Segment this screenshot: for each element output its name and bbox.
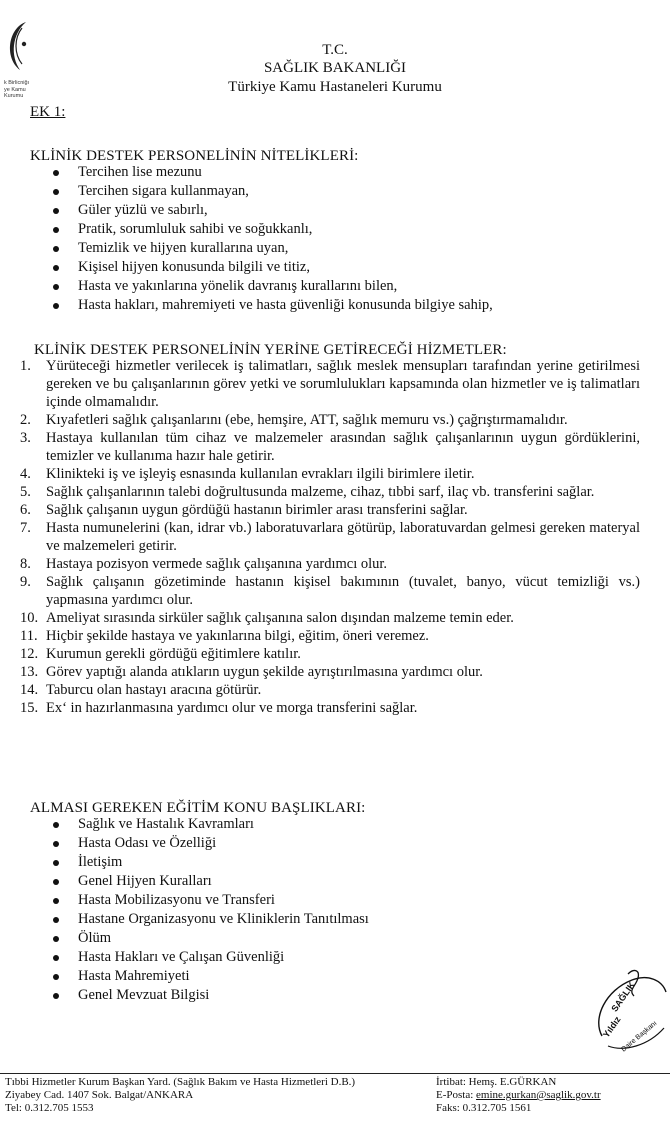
bullet-icon xyxy=(53,879,59,885)
services-list xyxy=(20,357,640,717)
training-list xyxy=(78,815,369,1005)
list-item-text: Hastaya pozisyon vermede sağlık çalışanına yardımcı olur. xyxy=(46,556,388,572)
list-item xyxy=(20,483,640,501)
list-item-text: Klinikteki iş ve işleyiş esnasında kullanılan evrakları ilgili birimlere iletir. xyxy=(46,466,475,482)
item-number: 5. xyxy=(20,484,31,500)
footer-line: Tıbbi Hizmetler Kurum Başkan Yard. (Sağlık Bakım ve Hasta Hizmetleri D.B.) xyxy=(5,1076,356,1088)
qualifications-title: KLİNİK DESTEK PERSONELİNİN NİTELİKLERİ: xyxy=(30,148,359,164)
footer-line: Tel: 0.312.705 1553 xyxy=(5,1102,94,1114)
logo-caption xyxy=(4,80,29,100)
list-item xyxy=(78,986,369,1005)
list-item-text: Hastaya kullanılan tüm cihaz ve malzemeler arasından sağlık çalışanlarının uygun gördüklerini, temizler ve kullanıma hazır hale getirir. xyxy=(46,430,640,464)
stamp-line: Daire Başkanı xyxy=(620,1019,659,1054)
header-tc: T.C. xyxy=(322,42,348,58)
list-item xyxy=(78,277,493,296)
footer-email-label: E-Posta: xyxy=(436,1089,477,1101)
ministry-logo xyxy=(0,18,60,98)
list-item xyxy=(78,220,493,239)
list-item xyxy=(20,501,640,519)
item-number: 6. xyxy=(20,502,31,518)
list-item-text: Sağlık çalışanlarının talebi doğrultusunda malzeme, cihaz, tıbbi sarf, ilaç vb. transferini sağlar. xyxy=(46,484,595,500)
list-item xyxy=(78,872,369,891)
bullet-icon xyxy=(53,284,59,290)
footer-divider xyxy=(0,1073,670,1074)
list-item xyxy=(20,645,640,663)
list-item-text: Kurumun gerekli gördüğü eğitimlere katılır. xyxy=(46,646,301,662)
stamp-line: Yıldız xyxy=(600,1014,623,1040)
list-item xyxy=(78,910,369,929)
services-title: KLİNİK DESTEK PERSONELİNİN YERİNE GETİRECEĞİ HİZMETLER: xyxy=(34,342,507,358)
item-number: 4. xyxy=(20,466,31,482)
bullet-icon xyxy=(53,227,59,233)
list-item xyxy=(20,465,640,483)
list-item xyxy=(20,357,640,411)
stamp-line: SAĞLIK xyxy=(609,979,638,1014)
list-item xyxy=(78,182,493,201)
list-item xyxy=(78,163,493,182)
item-number: 13. xyxy=(20,664,39,680)
item-number: 2. xyxy=(20,412,31,428)
list-item xyxy=(78,258,493,277)
list-item xyxy=(78,948,369,967)
bullet-icon xyxy=(53,898,59,904)
item-number: 10. xyxy=(20,610,39,626)
list-item xyxy=(20,627,640,645)
list-item-text: Hasta ve yakınlarına yönelik davranış kurallarını bilen, xyxy=(78,278,398,294)
footer-email-link[interactable]: emine.gurkan@saglik.gov.tr xyxy=(476,1089,601,1101)
bullet-icon xyxy=(53,993,59,999)
list-item xyxy=(20,411,640,429)
list-item xyxy=(20,429,640,465)
list-item xyxy=(20,519,640,555)
list-item-text: Kıyafetleri sağlık çalışanlarını (ebe, hemşire, ATT, sağlık memuru vs.) çağrıştırmamalıdır. xyxy=(46,412,568,428)
list-item xyxy=(78,967,369,986)
bullet-icon xyxy=(53,974,59,980)
list-item-text: Tercihen lise mezunu xyxy=(78,164,202,180)
list-item-text: Taburcu olan hastayı aracına götürür. xyxy=(46,682,262,698)
list-item-text: Hasta Hakları ve Çalışan Güvenliği xyxy=(78,949,285,965)
ministry-logo-icon xyxy=(0,18,40,80)
footer-contact-person: İrtibat: Hemş. E.GÜRKAN xyxy=(436,1076,557,1088)
list-item-text: İletişim xyxy=(78,854,123,870)
bullet-icon xyxy=(53,303,59,309)
item-number: 9. xyxy=(20,574,31,590)
header-institution: Türkiye Kamu Hastaneleri Kurumu xyxy=(228,79,442,95)
list-item xyxy=(78,296,493,315)
qualifications-list xyxy=(78,163,493,315)
list-item xyxy=(20,609,640,627)
bullet-icon xyxy=(53,955,59,961)
list-item-text: Temizlik ve hijyen kurallarına uyan, xyxy=(78,240,289,256)
footer-fax: Faks: 0.312.705 1561 xyxy=(436,1102,532,1114)
list-item-text: Tercihen sigara kullanmayan, xyxy=(78,183,249,199)
signature-icon xyxy=(588,966,670,1056)
list-item xyxy=(20,573,640,609)
list-item-text: Sağlık ve Hastalık Kavramları xyxy=(78,816,254,832)
logo-line: k Birlicniğı xyxy=(4,80,30,86)
list-item-text: Genel Hijyen Kuralları xyxy=(78,873,212,889)
bullet-icon xyxy=(53,208,59,214)
item-number: 14. xyxy=(20,682,39,698)
list-item xyxy=(78,239,493,258)
list-item-text: Yürüteceği hizmetler verilecek iş talimatları, sağlık meslek mensupları tarafından yerine getirilmesi gereken ve bu çalışanlarının görev yetki ve sorumlulukları kapsamında olan hizmetler ve iş talimatları içinde olmamalıdır. xyxy=(46,358,640,410)
list-item-text: Genel Mevzuat Bilgisi xyxy=(78,987,210,1003)
list-item xyxy=(78,815,369,834)
list-item-text: Görev yaptığı alanda atıkların uygun şekilde ayrıştırılmasına yardımcı olur. xyxy=(46,664,483,680)
list-item xyxy=(78,891,369,910)
list-item-text: Hastane Organizasyonu ve Kliniklerin Tanıtılması xyxy=(78,911,369,927)
header-ministry: SAĞLIK BAKANLIĞI xyxy=(263,60,407,76)
list-item xyxy=(20,555,640,573)
logo-line: ye Kamu xyxy=(4,86,26,93)
list-item xyxy=(78,201,493,220)
list-item xyxy=(78,929,369,948)
list-item-text: Pratik, sorumluluk sahibi ve soğukkanlı, xyxy=(78,221,313,237)
annex-label: EK 1: xyxy=(30,104,66,120)
logo-line: Kurumu xyxy=(4,93,24,99)
item-number: 3. xyxy=(20,430,31,446)
list-item-text: Hasta hakları, mahremiyeti ve hasta güvenliği konusunda bilgiye sahip, xyxy=(78,297,493,313)
footer-line: Ziyabey Cad. 1407 Sok. Balgat/ANKARA xyxy=(5,1089,194,1101)
bullet-icon xyxy=(53,265,59,271)
list-item-text: Ameliyat sırasında sirküler sağlık çalışanına salon dışından malzeme temin eder. xyxy=(46,610,514,626)
item-number: 15. xyxy=(20,700,39,716)
footer-contact xyxy=(436,1076,601,1115)
item-number: 12. xyxy=(20,646,39,662)
list-item-text: Hasta Odası ve Özelliği xyxy=(78,835,217,851)
list-item-text: Ex‘ in hazırlanmasına yardımcı olur ve morga transferini sağlar. xyxy=(46,700,418,716)
bullet-icon xyxy=(53,860,59,866)
training-title: ALMASI GEREKEN EĞİTİM KONU BAŞLIKLARI: xyxy=(30,800,366,816)
list-item-text: Güler yüzlü ve sabırlı, xyxy=(78,202,208,218)
list-item-text: Hasta numunelerini (kan, idrar vb.) laboratuvarlara götürüp, laboratuvardan gelmesi gereken materyal ve malzemeleri getirir. xyxy=(46,520,640,554)
list-item-text: Hasta Mahremiyeti xyxy=(78,968,190,984)
signature-stamp xyxy=(588,966,670,1056)
bullet-icon xyxy=(53,822,59,828)
bullet-icon xyxy=(53,170,59,176)
list-item-text: Kişisel hijyen konusunda bilgili ve titiz, xyxy=(78,259,310,275)
bullet-icon xyxy=(53,841,59,847)
footer-email-line xyxy=(436,1089,601,1102)
bullet-icon xyxy=(53,917,59,923)
item-number: 7. xyxy=(20,520,31,536)
list-item xyxy=(20,681,640,699)
list-item-text: Ölüm xyxy=(78,930,112,946)
item-number: 8. xyxy=(20,556,31,572)
list-item-text: Hiçbir şekilde hastaya ve yakınlarına bilgi, eğitim, öneri veremez. xyxy=(46,628,429,644)
list-item-text: Hasta Mobilizasyonu ve Transferi xyxy=(78,892,275,908)
list-item xyxy=(20,699,640,717)
list-item xyxy=(78,853,369,872)
item-number: 1. xyxy=(20,358,31,374)
list-item-text: Sağlık çalışanın gözetiminde hastanın kişisel bakımının (tuvalet, banyo, vücut temizliği vs.) yapmasına yardımcı olur. xyxy=(46,574,640,608)
bullet-icon xyxy=(53,936,59,942)
list-item xyxy=(20,663,640,681)
list-item-text: Sağlık çalışanın uygun gördüğü hastanın birimler arası transferini sağlar. xyxy=(46,502,468,518)
bullet-icon xyxy=(53,189,59,195)
footer-address xyxy=(5,1076,355,1115)
item-number: 11. xyxy=(20,628,38,644)
bullet-icon xyxy=(53,246,59,252)
list-item xyxy=(78,834,369,853)
